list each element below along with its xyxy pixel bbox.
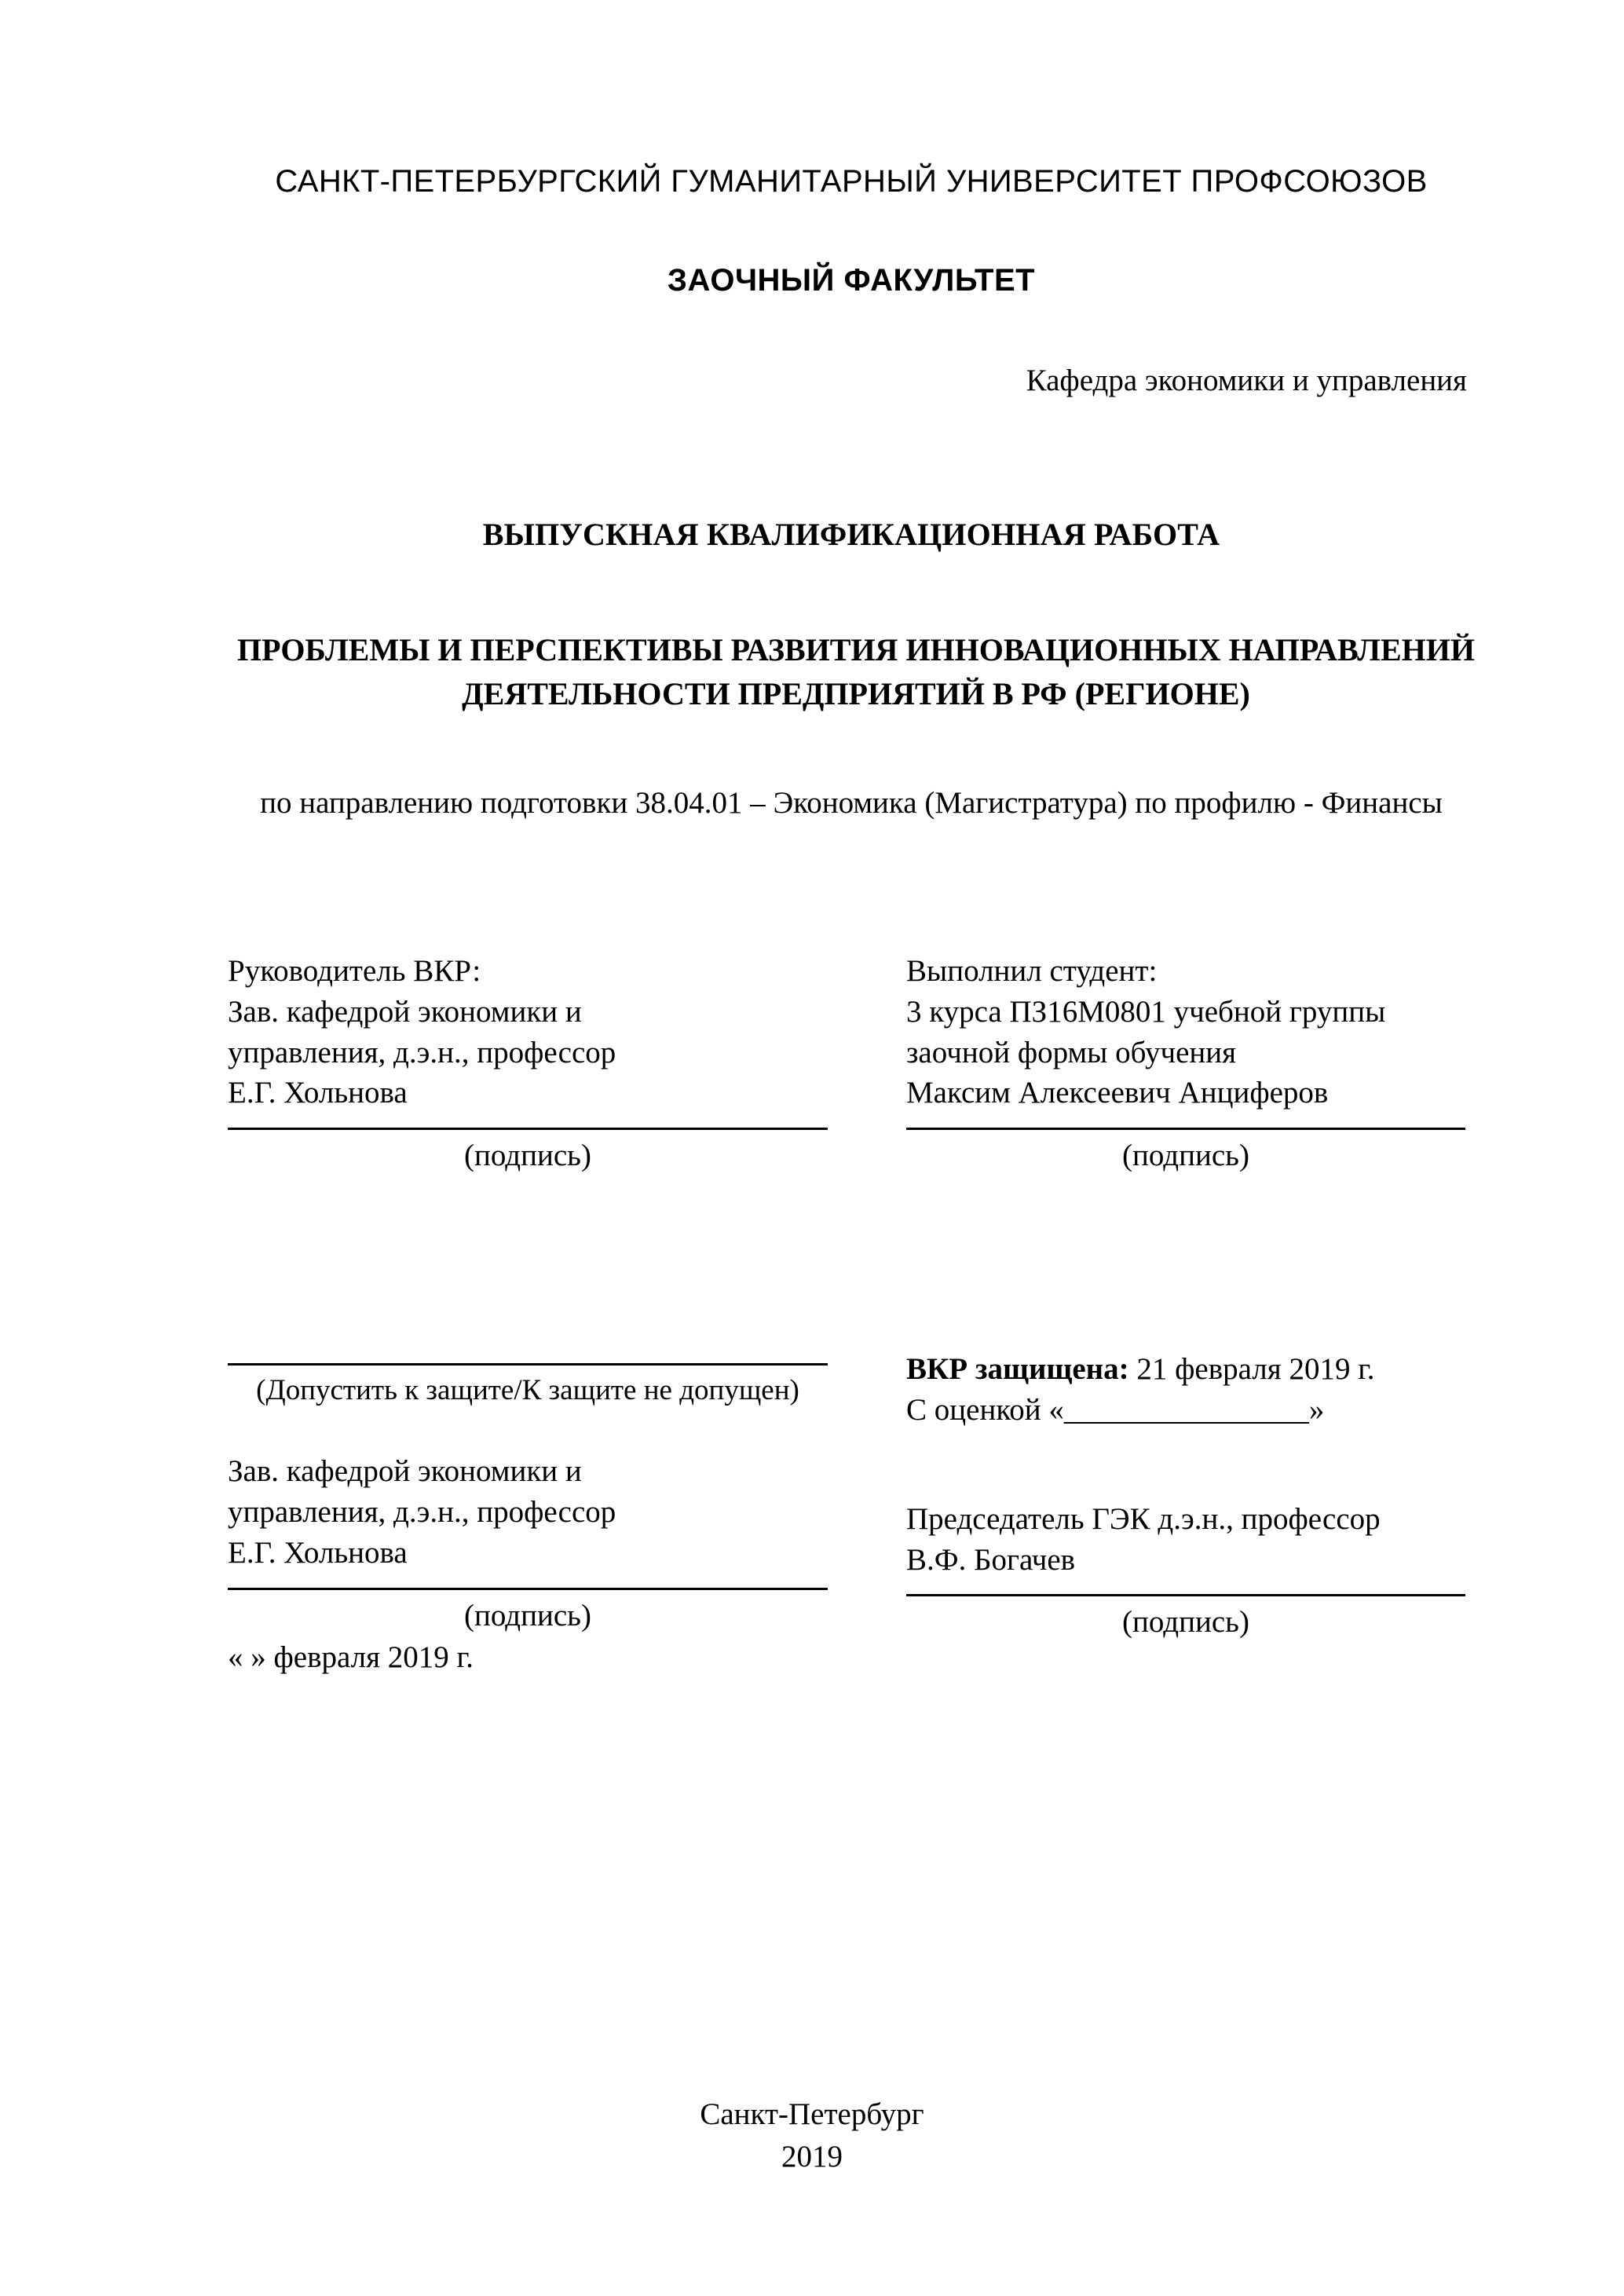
defense-block <box>851 1349 1475 1675</box>
defense-chair-name: В.Ф. Богачев <box>906 1542 1076 1577</box>
defense-label: ВКР защищена: <box>906 1352 1129 1387</box>
footer-year: 2019 <box>781 2140 843 2174</box>
supervisor-position-line2: управления, д.э.н., профессор <box>228 1035 616 1069</box>
student-role: Выполнил студент: <box>906 953 1158 988</box>
defense-date: 21 февраля 2019 г. <box>1128 1352 1375 1387</box>
supervisor-role: Руководитель ВКР: <box>228 953 481 988</box>
student-form: заочной формы обучения <box>906 1035 1237 1069</box>
document-title: ПРОБЛЕМЫ И ПЕРСПЕКТИВЫ РАЗВИТИЯ ИННОВАЦИОННЫХ НАПРАВЛЕНИЙ ДЕЯТЕЛЬНОСТИ ПРЕДПРИЯТИЙ В РФ (РЕГИОНЕ) <box>237 632 1475 712</box>
defense-chair-position: Председатель ГЭК д.э.н., профессор <box>906 1501 1381 1536</box>
admission-signature-label: (подпись) <box>464 1598 591 1632</box>
supervisor-position-line1: Зав. кафедрой экономики и <box>228 994 582 1029</box>
signature-block-top <box>228 951 1475 1173</box>
student-course: 3 курса ПЗ16М0801 учебной группы <box>906 994 1386 1029</box>
page-footer <box>0 2093 1624 2178</box>
document-type: ВЫПУСКНАЯ КВАЛИФИКАЦИОННАЯ РАБОТА <box>482 517 1220 553</box>
supervisor-signature-rule <box>228 1128 828 1130</box>
footer-city: Санкт-Петербург <box>700 2097 924 2132</box>
admission-name: Е.Г. Хольнова <box>228 1535 408 1570</box>
admission-rule <box>228 1363 828 1366</box>
faculty-name: ЗАОЧНЫЙ ФАКУЛЬТЕТ <box>667 263 1036 298</box>
signature-block-bottom <box>228 1349 1475 1675</box>
student-block <box>851 951 1475 1173</box>
student-signature-label: (подпись) <box>1122 1139 1249 1173</box>
admission-position-line2: управления, д.э.н., профессор <box>228 1495 616 1530</box>
supervisor-signature-label: (подпись) <box>464 1139 591 1173</box>
defense-grade: С оценкой «________________» <box>906 1393 1325 1428</box>
department-name: Кафедра экономики и управления <box>1026 364 1467 398</box>
university-name: САНКТ-ПЕТЕРБУРГСКИЙ ГУМАНИТАРНЫЙ УНИВЕРСИТЕТ ПРОФСОЮЗОВ <box>275 164 1428 199</box>
supervisor-block <box>228 951 851 1173</box>
student-signature-rule <box>906 1128 1465 1130</box>
defense-signature-label: (подпись) <box>1122 1605 1249 1640</box>
admission-note: (Допустить к защите/К защите не допущен) <box>256 1374 799 1407</box>
student-name: Максим Алексеевич Анциферов <box>906 1076 1329 1110</box>
defense-signature-rule <box>906 1594 1465 1596</box>
admission-position-line1: Зав. кафедрой экономики и <box>228 1454 582 1489</box>
program-info: по направлению подготовки 38.04.01 – Экономика (Магистратура) по профилю - Финансы <box>260 786 1443 821</box>
supervisor-name: Е.Г. Хольнова <box>228 1076 408 1110</box>
defense-status <box>906 1349 1475 1390</box>
admission-date: « » февраля 2019 г. <box>228 1640 474 1674</box>
admission-block <box>228 1349 851 1675</box>
admission-signature-rule <box>228 1588 828 1590</box>
